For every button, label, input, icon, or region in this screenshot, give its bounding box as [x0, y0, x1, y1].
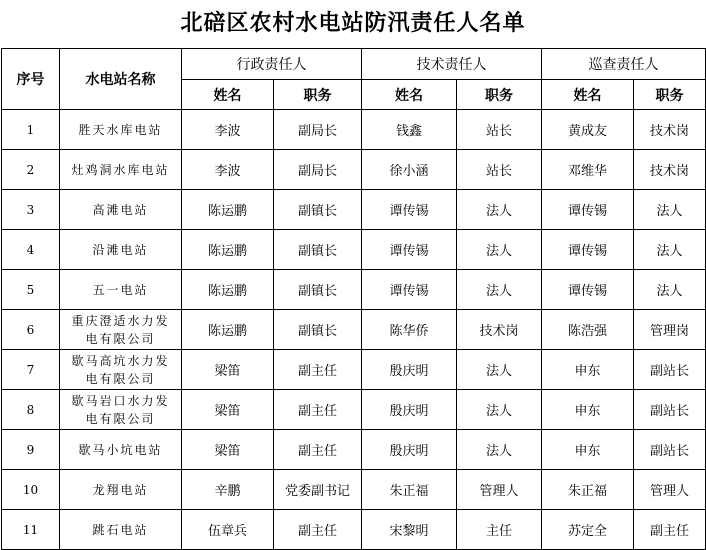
cell-station: 重庆澄适水力发电有限公司: [60, 310, 182, 350]
header-patrol: 巡查责任人: [542, 49, 706, 80]
cell-admin-name: 陈运鹏: [182, 270, 274, 310]
cell-patrol-name: 苏定全: [542, 510, 634, 550]
cell-station: 歇马高坑水力发电有限公司: [60, 350, 182, 390]
header-patrol-position: 职务: [634, 80, 706, 110]
cell-station: 五一电站: [60, 270, 182, 310]
table-row: [2, 270, 706, 310]
cell-tech-name: 殷庆明: [362, 430, 457, 470]
cell-admin-name: 梁笛: [182, 430, 274, 470]
cell-patrol-name: 谭传锡: [542, 230, 634, 270]
cell-tech-name: 朱正福: [362, 470, 457, 510]
cell-station: 歇马岩口水力发电有限公司: [60, 390, 182, 430]
cell-patrol-position: 副主任: [634, 510, 706, 550]
cell-tech-name: 殷庆明: [362, 390, 457, 430]
cell-station: 龙翔电站: [60, 470, 182, 510]
header-admin: 行政责任人: [182, 49, 362, 80]
header-tech: 技术责任人: [362, 49, 542, 80]
cell-tech-position: 法人: [457, 270, 542, 310]
cell-tech-name: 陈华侨: [362, 310, 457, 350]
header-tech-name: 姓名: [362, 80, 457, 110]
cell-tech-position: 法人: [457, 350, 542, 390]
cell-station: 高滩电站: [60, 190, 182, 230]
cell-seq: 9: [2, 430, 60, 470]
cell-admin-name: 陈运鹏: [182, 310, 274, 350]
cell-admin-position: 副镇长: [274, 270, 362, 310]
cell-station: 沿滩电站: [60, 230, 182, 270]
cell-tech-position: 法人: [457, 390, 542, 430]
cell-patrol-position: 管理人: [634, 470, 706, 510]
cell-admin-position: 副主任: [274, 350, 362, 390]
cell-seq: 7: [2, 350, 60, 390]
table-row: [2, 510, 706, 550]
cell-patrol-name: 朱正福: [542, 470, 634, 510]
table-row: [2, 470, 706, 510]
cell-patrol-name: 申东: [542, 390, 634, 430]
cell-seq: 11: [2, 510, 60, 550]
cell-seq: 4: [2, 230, 60, 270]
cell-patrol-name: 谭传锡: [542, 270, 634, 310]
cell-patrol-name: 邓维华: [542, 150, 634, 190]
cell-admin-name: 辛鹏: [182, 470, 274, 510]
cell-station: 跳石电站: [60, 510, 182, 550]
cell-patrol-position: 法人: [634, 230, 706, 270]
cell-admin-name: 伍章兵: [182, 510, 274, 550]
cell-tech-position: 法人: [457, 230, 542, 270]
cell-patrol-name: 申东: [542, 430, 634, 470]
cell-station: 灶鸡洞水库电站: [60, 150, 182, 190]
cell-admin-name: 李波: [182, 110, 274, 150]
cell-tech-name: 徐小涵: [362, 150, 457, 190]
table-row: [2, 190, 706, 230]
cell-seq: 10: [2, 470, 60, 510]
cell-patrol-name: 黄成友: [542, 110, 634, 150]
cell-patrol-position: 副站长: [634, 430, 706, 470]
cell-admin-name: 梁笛: [182, 350, 274, 390]
header-tech-position: 职务: [457, 80, 542, 110]
table-row: [2, 230, 706, 270]
cell-admin-position: 党委副书记: [274, 470, 362, 510]
cell-seq: 3: [2, 190, 60, 230]
cell-tech-position: 法人: [457, 190, 542, 230]
cell-admin-position: 副局长: [274, 150, 362, 190]
cell-patrol-name: 谭传锡: [542, 190, 634, 230]
cell-admin-position: 副主任: [274, 390, 362, 430]
cell-patrol-position: 副站长: [634, 350, 706, 390]
cell-seq: 6: [2, 310, 60, 350]
header-admin-position: 职务: [274, 80, 362, 110]
cell-seq: 8: [2, 390, 60, 430]
cell-tech-name: 宋黎明: [362, 510, 457, 550]
table-row: [2, 350, 706, 390]
cell-tech-position: 站长: [457, 150, 542, 190]
header-admin-name: 姓名: [182, 80, 274, 110]
responsibility-table: [1, 48, 706, 550]
cell-tech-position: 主任: [457, 510, 542, 550]
cell-tech-position: 站长: [457, 110, 542, 150]
table-row: [2, 150, 706, 190]
cell-seq: 2: [2, 150, 60, 190]
table-row: [2, 310, 706, 350]
cell-tech-position: 管理人: [457, 470, 542, 510]
cell-tech-name: 谭传锡: [362, 230, 457, 270]
page-title: 北碚区农村水电站防汛责任人名单: [180, 10, 526, 36]
cell-admin-position: 副主任: [274, 510, 362, 550]
cell-tech-position: 法人: [457, 430, 542, 470]
cell-admin-position: 副镇长: [274, 310, 362, 350]
cell-patrol-position: 技术岗: [634, 110, 706, 150]
table-body: [2, 49, 706, 550]
cell-seq: 1: [2, 110, 60, 150]
table-row: [2, 390, 706, 430]
cell-tech-name: 殷庆明: [362, 350, 457, 390]
cell-patrol-position: 副站长: [634, 390, 706, 430]
cell-patrol-position: 技术岗: [634, 150, 706, 190]
cell-tech-name: 钱鑫: [362, 110, 457, 150]
cell-patrol-position: 管理岗: [634, 310, 706, 350]
cell-tech-position: 技术岗: [457, 310, 542, 350]
cell-tech-name: 谭传锡: [362, 270, 457, 310]
header-patrol-name: 姓名: [542, 80, 634, 110]
cell-admin-name: 陈运鹏: [182, 190, 274, 230]
table-row: [2, 110, 706, 150]
cell-admin-position: 副局长: [274, 110, 362, 150]
cell-patrol-name: 陈浩强: [542, 310, 634, 350]
header-row-top: [2, 49, 706, 80]
cell-tech-name: 谭传锡: [362, 190, 457, 230]
cell-admin-name: 陈运鹏: [182, 230, 274, 270]
header-station: 水电站名称: [60, 49, 182, 110]
cell-seq: 5: [2, 270, 60, 310]
cell-admin-name: 梁笛: [182, 390, 274, 430]
cell-station: 胜天水库电站: [60, 110, 182, 150]
cell-admin-position: 副镇长: [274, 190, 362, 230]
cell-patrol-position: 法人: [634, 270, 706, 310]
cell-patrol-position: 法人: [634, 190, 706, 230]
cell-admin-position: 副主任: [274, 430, 362, 470]
header-seq: 序号: [2, 49, 60, 110]
cell-station: 歇马小坑电站: [60, 430, 182, 470]
cell-admin-position: 副镇长: [274, 230, 362, 270]
cell-admin-name: 李波: [182, 150, 274, 190]
cell-patrol-name: 申东: [542, 350, 634, 390]
table-row: [2, 430, 706, 470]
